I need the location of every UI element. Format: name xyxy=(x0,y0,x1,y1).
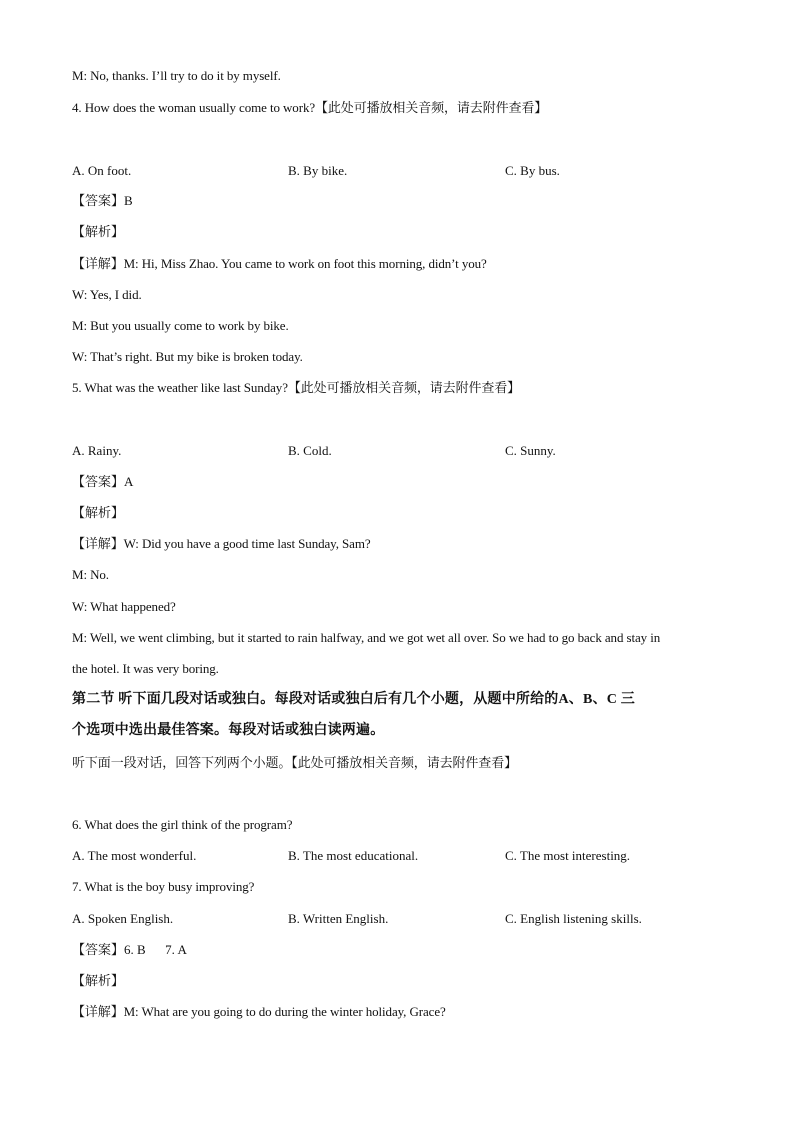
detail-line: 【详解】M: What are you going to do during the winter holiday, Grace? xyxy=(72,1004,446,1019)
dialogue-line: M: No, thanks. I’ll try to do it by myself. xyxy=(72,68,281,83)
question-5-options xyxy=(72,442,732,460)
question-6: 6. What does the girl think of the program? xyxy=(72,817,293,832)
option-b: B. The most educational. xyxy=(288,848,419,863)
option-c: C. By bus. xyxy=(505,163,560,178)
dialogue-line: M: No. xyxy=(72,567,109,582)
dialogue-line: W: What happened? xyxy=(72,599,176,614)
analysis-label: 【解析】 xyxy=(72,505,125,520)
question-4: 4. How does the woman usually come to work?【此处可播放相关音频，请去附件查看】 xyxy=(72,100,548,115)
dialogue-line: M: But you usually come to work by bike. xyxy=(72,318,289,333)
section-heading: 第二节 听下面几段对话或独白。每段对话或独白后有几个小题，从题中所给的A、B、C 三 xyxy=(72,692,635,707)
question-7-options xyxy=(72,910,732,928)
analysis-label: 【解析】 xyxy=(72,973,125,988)
option-c: C. The most interesting. xyxy=(505,848,631,863)
question-7: 7. What is the boy busy improving? xyxy=(72,879,255,894)
dialogue-line: M: Well, we went climbing, but it started to rain halfway, and we got wet all over. So we had to go back and stay in xyxy=(72,630,661,645)
option-a: A. Rainy. xyxy=(72,443,122,458)
option-c: C. Sunny. xyxy=(505,443,556,458)
option-b: B. Written English. xyxy=(288,911,389,926)
option-c: C. English listening skills. xyxy=(505,911,642,926)
option-a: A. Spoken English. xyxy=(72,911,174,926)
answer-label: 【答案】B xyxy=(72,193,133,208)
dialogue-line: W: That’s right. But my bike is broken today. xyxy=(72,349,303,364)
detail-line: 【详解】W: Did you have a good time last Sunday, Sam? xyxy=(72,536,371,551)
detail-line: 【详解】M: Hi, Miss Zhao. You came to work on foot this morning, didn’t you? xyxy=(72,256,487,271)
question-4-options xyxy=(72,162,732,180)
answer-label: 【答案】6. B 7. A xyxy=(72,942,187,957)
section-intro: 听下面一段对话，回答下列两个小题。【此处可播放相关音频，请去附件查看】 xyxy=(72,755,518,770)
option-a: A. The most wonderful. xyxy=(72,848,197,863)
section-heading-continued: 个选项中选出最佳答案。每段对话或独白读两遍。 xyxy=(72,723,385,738)
dialogue-line: W: Yes, I did. xyxy=(72,287,142,302)
option-a: A. On foot. xyxy=(72,163,132,178)
answer-label: 【答案】A xyxy=(72,474,134,489)
analysis-label: 【解析】 xyxy=(72,224,125,239)
option-b: B. By bike. xyxy=(288,163,348,178)
dialogue-line: the hotel. It was very boring. xyxy=(72,661,219,676)
question-5: 5. What was the weather like last Sunday?【此处可播放相关音频，请去附件查看】 xyxy=(72,380,521,395)
question-6-options xyxy=(72,847,732,865)
option-b: B. Cold. xyxy=(288,443,332,458)
